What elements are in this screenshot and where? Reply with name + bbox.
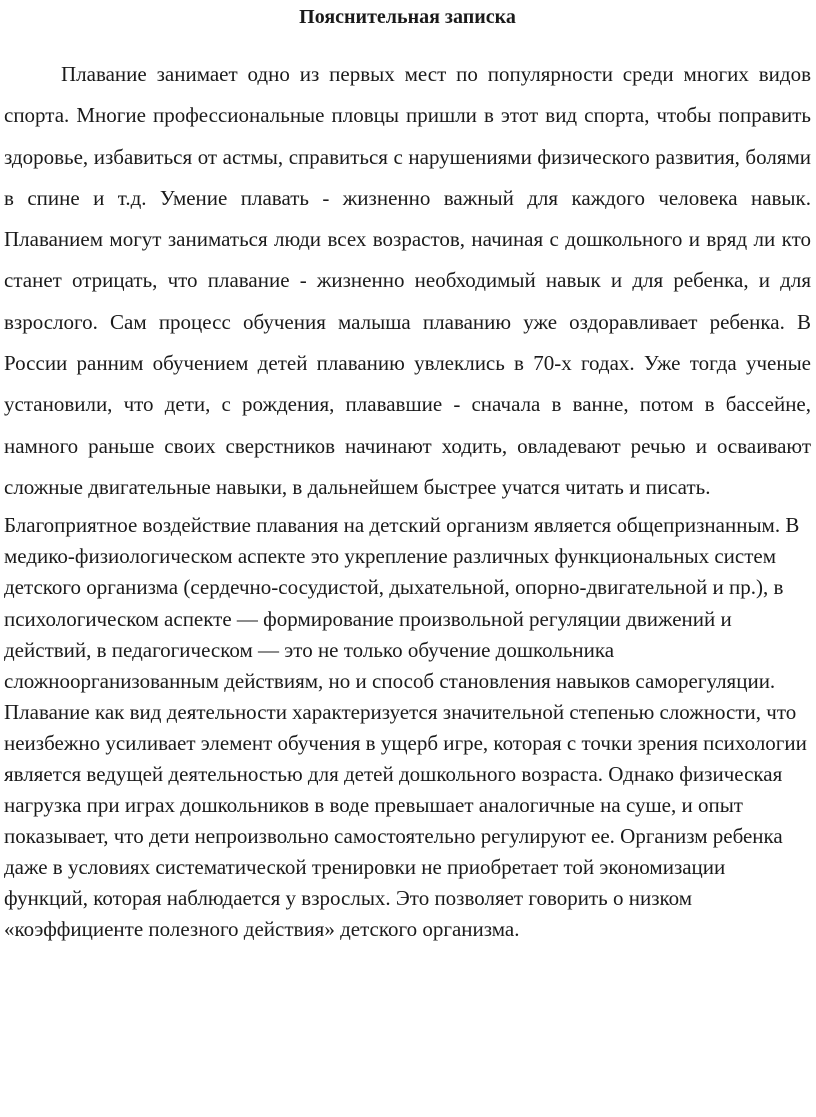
document-title: Пояснительная записка (299, 6, 516, 28)
paragraph-benefits: Благоприятное воздействие плавания на детский организм является общепризнанным. В медико-физиологическом аспекте это укрепление различных функциональных систем детского организма (сердечно-сосудистой, дыхательной, опорно-двигательной и пр.), в психологическом аспекте — формирование произвольной регуляции движений и действий, в педагогическом — это не только обучение дошкольника сложноорганизованным действиям, но и способ становления навыков саморегуляции. Плавание как вид деятельности характеризуется значительной степенью сложности, что неизбежно усиливает элемент обучения в ущерб игре, которая с точки зрения психологии является ведущей деятельностью для детей дошкольного возраста. Однако физическая нагрузка при играх дошкольников в воде превышает аналогичные на суше, и опыт показывает, что дети непроизвольно самостоятельно регулируют ее. Организм ребенка даже в условиях систематической тренировки не приобретает той экономизации функций, которая наблюдается у взрослых. Это позволяет говорить о низком «коэффициенте полезного действия» детского организма. (4, 513, 807, 942)
paragraph-intro: Плавание занимает одно из первых мест по популярности среди многих видов спорта. Многие профессиональные пловцы пришли в этот вид спорта, чтобы поправить здоровье, избавиться от астмы, справиться с нарушениями физического развития, болями в спине и т.д. Умение плавать - жизненно важный для каждого человека навык. Плаванием могут заниматься люди всех возрастов, начиная с дошкольного и вряд ли кто станет отрицать, что плавание - жизненно необходимый навык и для ребенка, и для взрослого. Сам процесс обучения малыша плаванию уже оздоравливает ребенка. В России ранним обучением детей плаванию увлеклись в 70-х годах. Уже тогда ученые установили, что дети, с рождения, плававшие - сначала в ванне, потом в бассейне, намного раньше своих сверстников начинают ходить, овладевают речью и осваивают сложные двигательные навыки, в дальнейшем быстрее учатся читать и писать. (4, 62, 811, 499)
